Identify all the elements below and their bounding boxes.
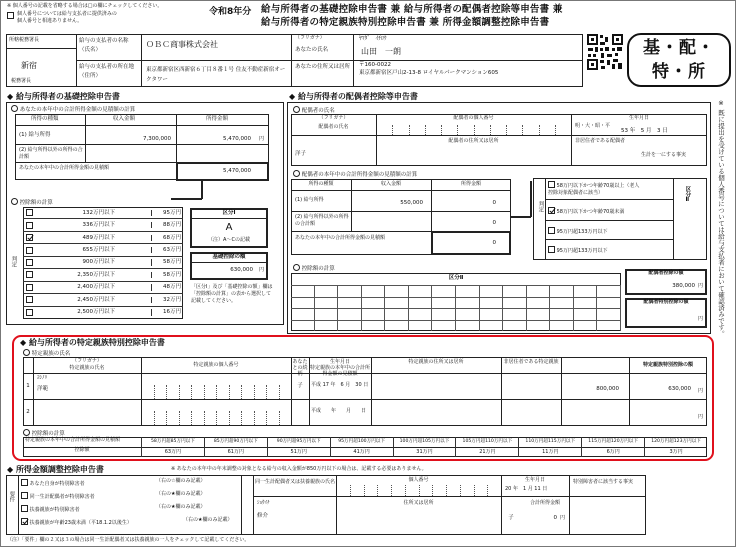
basic-row1-amount[interactable]: 5,470,000 <box>223 136 251 142</box>
adjust-special-label: 特別障害者に該当する事実 <box>573 479 634 485</box>
spouse-grid-cell <box>338 297 362 309</box>
basic-deduction-label: 基礎控除の額 <box>212 254 246 260</box>
spouse-judge-label: 判定 <box>537 201 544 212</box>
basic-range-checkbox[interactable] <box>26 247 33 254</box>
special-calc-range: 95万円超100万円以下 <box>330 437 393 447</box>
adjust-check4[interactable]: 扶養親族が年齢23歳未満（平18.1.2以後生） <box>21 518 132 527</box>
basic-range-text: 336万円以下 <box>82 222 115 229</box>
yen-unit-2: 円 <box>259 267 265 273</box>
special-row2-birth[interactable]: 平成 年 月 日 <box>311 408 367 414</box>
spouse-grid-cell <box>385 297 409 309</box>
special-section-header: ◆ 給与所得者の特定親族特別控除申告書 <box>20 338 165 347</box>
number-digit-box[interactable] <box>279 411 292 425</box>
special-calc-amount: 61万円 <box>204 447 267 457</box>
special-calc-range: 90万円超95万円以下 <box>267 437 330 447</box>
number-digit-box[interactable] <box>446 485 460 496</box>
spouse-grid-cell <box>385 285 409 297</box>
basic-row1-income[interactable]: 7,300,000 <box>143 136 171 142</box>
kubun1-value[interactable]: A <box>225 222 233 233</box>
spouse-grid-cell <box>432 320 456 332</box>
basic-note: 「区分Ⅰ」及び「基礎控除の額」欄は「控除額の計算」の表から選択して記載してください。 <box>191 284 273 304</box>
kubun1-note: （注）A～Cの記載 <box>208 237 250 243</box>
adjust-opt2: （右の★欄のみ記載） <box>156 491 206 497</box>
spouse-section-header: ◆ 給与所得者の配偶者控除等申告書 <box>289 92 418 101</box>
adjust-number-label: 個人番号 <box>408 477 429 483</box>
basic-range-checkbox[interactable] <box>26 271 33 278</box>
spouse-deduction-cells <box>291 285 621 331</box>
basic-range-text: 655万円以下 <box>82 247 115 254</box>
number-digit-box[interactable] <box>539 125 555 135</box>
number-digit-box[interactable] <box>432 485 446 496</box>
spouse-row1-income[interactable]: 550,000 <box>400 200 423 206</box>
basic-judge-label: 判定 <box>10 256 17 267</box>
number-digit-box[interactable] <box>266 411 279 425</box>
spouse-grid-cell <box>362 297 386 309</box>
special-row2-no: 2 <box>26 409 30 415</box>
spouse-grid-cell <box>480 297 504 309</box>
spouse-grid-cell <box>432 285 456 297</box>
basic-range-checkbox[interactable] <box>26 222 33 229</box>
number-digit-box[interactable] <box>555 125 571 135</box>
top-note-line3: 個人番号と相違ありません。 <box>17 18 83 24</box>
number-digit-box[interactable] <box>241 385 254 399</box>
spouse-grid-cell <box>315 297 339 309</box>
special-row1-birth[interactable]: 平成 17 年 6 月 30 日 <box>311 382 369 388</box>
spouse-grid-cell <box>550 285 574 297</box>
spouse-grid-cell <box>362 320 386 332</box>
form-type-badge-text: 基・配・特・所 <box>643 38 715 82</box>
basic-range-row[interactable] <box>23 257 183 269</box>
adjust-section-title: 所得金額調整控除申告書 <box>15 465 104 474</box>
adjust-section-header: ◆ 所得金額調整控除申告書 <box>7 465 104 474</box>
spouse-grid-cell <box>597 297 621 309</box>
yen-unit-5: 円 <box>698 388 704 394</box>
special-calc-range: 58万円超85万円以下 <box>141 437 204 447</box>
kubun2-side: 区分Ⅱ <box>684 186 691 203</box>
special-furigana-label: （フリガナ） <box>72 358 102 364</box>
special-calc-amount: 21万円 <box>455 447 518 457</box>
special-birth-estimate-label: 生年月日 特定親族の本年中の合計所得金額の見積額 <box>309 359 370 377</box>
spouse-grid-cell <box>362 285 386 297</box>
special-calc-amount: 31万円 <box>393 447 456 457</box>
kubun1-label: 区分Ⅰ <box>222 210 236 216</box>
spouse-row1-amount[interactable]: 0 <box>492 200 496 206</box>
spouse-grid-cell <box>291 308 315 320</box>
special-calc-amount: 3万円 <box>644 447 707 457</box>
spouse-grid-cell <box>503 320 527 332</box>
adjust-income-label: 合計所得金額 <box>529 500 560 506</box>
qr-code <box>586 33 624 71</box>
spouse-grid-cell <box>409 308 433 320</box>
spouse-address-label: 配偶者の住所又は居所 <box>448 138 499 144</box>
spouse-era-options[interactable]: 明・大・昭・平 <box>575 123 611 129</box>
adjust-opt3: （右の★欄のみ記載） <box>156 504 206 510</box>
basic-range-amount: 88万円 <box>151 222 181 228</box>
adjust-check2[interactable]: 同一生計配偶者が特別障害者 <box>21 492 95 501</box>
basic-range-amount: 32万円 <box>151 297 181 303</box>
spouse-name-label: 配偶者の氏名 <box>318 124 349 130</box>
tax-office-name[interactable]: 新宿 <box>21 61 37 70</box>
basic-row2-label: (2) 給与所得以外の所得の合計額 <box>19 147 83 160</box>
special-calc-range: 110万円超115万円以下 <box>518 437 581 447</box>
spouse-grid-cell <box>291 320 315 332</box>
special-row1-estimate[interactable]: 800,000 <box>596 386 619 392</box>
basic-range-row[interactable] <box>23 282 183 294</box>
employer-name[interactable]: ＯＢＣ商事株式会社 <box>146 40 218 49</box>
office-label: 所轄税務署長 <box>9 37 40 43</box>
basic-range-amount: 58万円 <box>151 259 181 265</box>
number-digit-box[interactable] <box>141 411 154 425</box>
basic-range-row[interactable] <box>23 207 183 219</box>
spouse-grid-cell <box>597 285 621 297</box>
employer-address[interactable]: 東京都新宿区西新宿６丁目８番１号 住友不動産新宿オークタワー <box>146 67 286 83</box>
basic-estimate-header: あなたの本年中の合計所得金額の見積額の計算 <box>11 105 135 113</box>
special-row1-number-boxes[interactable] <box>141 385 291 399</box>
spouse-grid-cell <box>527 285 551 297</box>
spouse-section-title: 給与所得者の配偶者控除等申告書 <box>297 92 418 101</box>
kubun2-title: 区分Ⅱ <box>448 275 464 281</box>
special-calc-range: 85万円超90万円以下 <box>204 437 267 447</box>
spouse-grid-cell <box>550 320 574 332</box>
spouse-grid-cell <box>409 320 433 332</box>
spouse-furigana-label: （フリガナ） <box>318 115 349 121</box>
special-number-label: 特定親族の個人番号 <box>193 362 239 368</box>
number-digit-box[interactable] <box>204 411 217 425</box>
spouse-grid-cell <box>315 285 339 297</box>
special-row1-rel[interactable]: 子 <box>297 383 303 389</box>
basic-range-text: 132万円以下 <box>82 209 115 216</box>
special-row1-name[interactable]: 洋範 <box>37 386 49 392</box>
adjust-person-name[interactable]: 修介 <box>257 513 269 519</box>
yen-unit-7: 円 <box>560 515 566 521</box>
special-calc-range: 115万円超120万円以下 <box>581 437 644 447</box>
spouse-nonres-option[interactable]: 生計を一にする事実 <box>641 152 687 158</box>
spouse-deduction-header: 控除額の計算 <box>293 264 335 272</box>
special-calc-amount: 63万円 <box>141 447 204 457</box>
spouse-check4-label[interactable]: 95万円超133万円以下 <box>548 246 658 255</box>
adjust-birth[interactable]: 20 年 1 月 11 日 <box>505 486 548 492</box>
number-digit-box[interactable] <box>154 411 167 425</box>
basic-section-header: ◆ 給与所得者の基礎控除申告書 <box>7 92 120 101</box>
yen-unit-4: 円 <box>698 316 704 322</box>
haigu-deduction-value[interactable]: 380,000 <box>672 283 695 289</box>
yen-unit-3: 円 <box>698 283 704 289</box>
number-digit-box[interactable] <box>204 385 217 399</box>
spouse-grid-cell <box>550 308 574 320</box>
spouse-grid-cell <box>291 285 315 297</box>
spouse-grid-cell <box>338 320 362 332</box>
spouse-estimate-header: 配偶者の本年中の合計所得金額の見積額の計算 <box>293 170 417 178</box>
spouse-grid-cell <box>527 320 551 332</box>
special-calc-header: 控除額の計算 <box>23 429 65 437</box>
basic-range-row[interactable] <box>23 307 183 319</box>
spouse-grid-cell <box>503 285 527 297</box>
spouse-grid-cell <box>574 308 598 320</box>
employee-name[interactable]: 山田 一朗 <box>361 47 401 56</box>
basic-range-row[interactable] <box>23 294 183 306</box>
number-digit-box[interactable] <box>487 485 501 496</box>
basic-range-checkbox[interactable] <box>26 309 33 316</box>
number-digit-box[interactable] <box>166 411 179 425</box>
form-title-line2: 給与所得者の特定親族特別控除申告書 兼 所得金額調整控除申告書 <box>261 17 550 28</box>
number-digit-box[interactable] <box>391 485 405 496</box>
special-section-title: 給与所得者の特定親族特別控除申告書 <box>28 338 165 347</box>
spouse-grid-cell <box>527 297 551 309</box>
spouse-grid-cell <box>597 320 621 332</box>
spouse-grid-cell <box>385 320 409 332</box>
special-address-label: 特定親族の住所又は居所 <box>408 359 464 365</box>
special-calc-amount: 6万円 <box>581 447 644 457</box>
basic-range-checkbox[interactable] <box>26 259 33 266</box>
spouse-col-type: 所得の種類 <box>308 181 334 187</box>
spouse-grid-cell <box>503 308 527 320</box>
spouse-grid-cell <box>338 308 362 320</box>
number-digit-box[interactable] <box>166 385 179 399</box>
special-row1-deduction[interactable]: 630,000 <box>668 386 691 392</box>
number-digit-box[interactable] <box>522 125 538 135</box>
number-digit-box[interactable] <box>419 485 433 496</box>
right-margin-note: ※ 既に提出を受けている個人番号については給与支払者において確認済みです。 <box>717 99 725 337</box>
employee-address[interactable]: 東京都新宿区戸山2-13-8 ロイヤルパークマンション605 <box>359 70 499 76</box>
spouse-grid-cell <box>527 308 551 320</box>
special-name-label: 特定親族の氏名 <box>69 365 105 371</box>
spouse-col-income: 収入金額 <box>380 181 401 187</box>
spouse-grid-cell <box>456 297 480 309</box>
number-digit-box[interactable] <box>441 125 457 135</box>
spouse-number-boxes[interactable] <box>376 125 571 135</box>
basic-range-text: 2,450万円以下 <box>77 296 115 303</box>
number-digit-box[interactable] <box>350 485 364 496</box>
number-digit-box[interactable] <box>254 411 267 425</box>
basic-range-text: 900万円以下 <box>82 259 115 266</box>
spouse-check3-label[interactable]: 95万円超133万円以下 <box>548 227 658 236</box>
spouse-total-label: あなたの本年中の合計所得金額の見積額 <box>295 235 386 241</box>
yen-unit-6: 円 <box>698 414 704 420</box>
spouse-grid-cell <box>574 297 598 309</box>
special-calc-cells <box>141 437 707 457</box>
form-era: 令和8年分 <box>209 7 252 17</box>
number-digit-box[interactable] <box>364 485 378 496</box>
employee-address-label: あなたの住所又は居所 <box>295 64 351 70</box>
spouse-grid-cell <box>432 297 456 309</box>
adjust-opt4: （右の★欄のみ記載） <box>183 517 233 523</box>
basic-deduction-value[interactable]: 630,000 <box>230 267 253 273</box>
special-calc-range: 105万円超110万円以下 <box>455 437 518 447</box>
spouse-grid-cell <box>480 320 504 332</box>
adjust-person-furigana[interactable]: ｼｮｳｲﾁ <box>257 500 270 506</box>
spouse-grid-cell <box>456 320 480 332</box>
col-income-type: 所得の種類 <box>31 116 59 122</box>
basic-deduction-header: 控除額の計算 <box>11 198 53 206</box>
number-digit-box[interactable] <box>229 385 242 399</box>
spouse-name[interactable]: 洋子 <box>295 151 307 157</box>
number-digit-box[interactable] <box>377 485 391 496</box>
basic-range-amount: 63万円 <box>151 247 181 253</box>
spouse-row2-label: (2) 給与所得以外の所得の合計額 <box>295 214 349 227</box>
number-digit-box[interactable] <box>229 411 242 425</box>
basic-range-row[interactable] <box>23 269 183 281</box>
basic-range-row[interactable] <box>23 219 183 231</box>
adjust-income[interactable]: 0 <box>553 515 557 521</box>
adjust-bottom-note: （注）「要件」欄の２又は３の場合は同一生計配偶者又は扶養親族の一人をチェックして記載してください。 <box>7 537 250 543</box>
basic-section-title: 給与所得者の基礎控除申告書 <box>15 92 120 101</box>
spouse-grid-cell <box>385 308 409 320</box>
basic-range-amount: 68万円 <box>151 235 181 241</box>
spouse-nonres-label: 非居住者である配偶者 <box>575 138 626 144</box>
adjust-check3[interactable]: 扶養親族が特別障害者 <box>21 505 80 514</box>
number-digit-box[interactable] <box>405 485 419 496</box>
number-digit-box[interactable] <box>506 125 522 135</box>
spouse-col-amount: 所得金額 <box>460 181 481 187</box>
top-note-line2: 個人番号については給与支払者に提供済みの <box>17 11 117 17</box>
form-title-line1: 給与所得者の基礎控除申告書 兼 給与所得者の配偶者控除等申告書 兼 <box>261 4 563 15</box>
basic-range-checkbox[interactable] <box>26 296 33 303</box>
spouse-total[interactable]: 0 <box>492 240 496 246</box>
special-deduction-label: 特定親族特別控除の額 <box>642 362 693 368</box>
spouse-birth[interactable]: 53 年 5 月 3 日 <box>621 128 668 134</box>
basic-range-text: 2,400万円以下 <box>77 284 115 291</box>
basic-range-rows <box>23 207 183 319</box>
yen-unit: 円 <box>259 136 265 142</box>
spouse-grid-cell <box>456 308 480 320</box>
special-calc-amount: 41万円 <box>330 447 393 457</box>
basic-total-label: あなたの本年中の合計所得金額の見積額 <box>19 165 110 171</box>
special-rel-label: あなたとの続柄 <box>292 359 308 377</box>
special-row1-no: 1 <box>26 383 30 389</box>
spouse-grid-cell <box>291 297 315 309</box>
number-digit-box[interactable] <box>216 411 229 425</box>
basic-range-row[interactable] <box>23 244 183 256</box>
adjust-birth-label: 生年月日 <box>524 477 545 483</box>
top-note-line1: ※ 個人番号の記載を省略する場合は□の欄にチェックしてください。 <box>7 3 163 9</box>
number-digit-box[interactable] <box>191 385 204 399</box>
spouse-grid-cell <box>550 297 574 309</box>
special-calc-row-label: 特定親族の本年中の合計所得金額の見積額 <box>25 437 121 443</box>
spouse-grid-cell <box>574 285 598 297</box>
spouse-row1-label: (1) 給与所得 <box>295 197 324 203</box>
number-digit-box[interactable] <box>266 385 279 399</box>
special-calc-amount-label: 控除額 <box>74 447 90 453</box>
basic-range-checkbox[interactable] <box>26 209 33 216</box>
special-calc-amount: 11万円 <box>518 447 581 457</box>
spouse-check1-label[interactable]: 58万円以下かつ年齢70歳以上（老人控除対象配偶者に該当） <box>548 183 640 196</box>
number-digit-box[interactable] <box>474 485 488 496</box>
special-row1-furigana[interactable]: ﾖｼﾉﾘ <box>37 375 48 381</box>
number-digit-box[interactable] <box>191 411 204 425</box>
office-suffix: 税務署長 <box>11 78 32 84</box>
adjust-rel[interactable]: 子 <box>508 515 514 521</box>
basic-range-amount: 95万円 <box>151 210 181 216</box>
number-digit-box[interactable] <box>474 125 490 135</box>
spouse-grid-cell <box>456 285 480 297</box>
spouse-birth-label: 生年月日 <box>628 115 649 121</box>
special-calc-range: 100万円超105万円以下 <box>393 437 456 447</box>
spouse-grid-cell <box>315 308 339 320</box>
employer-address-label: 給与の支払者の所在地（住所） <box>79 64 135 79</box>
number-digit-box[interactable] <box>154 385 167 399</box>
spouse-row2-amount[interactable]: 0 <box>492 220 496 226</box>
spouse-grid-cell <box>338 285 362 297</box>
basic-range-checkbox[interactable] <box>26 284 33 291</box>
employer-name-label: 給与の支払者の名称（氏名） <box>79 38 129 53</box>
special-calc-range: 120万円超123万円以下 <box>644 437 707 447</box>
basic-range-checkbox[interactable] <box>26 234 33 241</box>
haigu-deduction-label: 配偶者控除の額 <box>648 270 684 276</box>
spouse-grid-cell <box>362 308 386 320</box>
number-digit-box[interactable] <box>376 125 392 135</box>
number-digit-box[interactable] <box>392 125 408 135</box>
number-digit-box[interactable] <box>460 485 474 496</box>
adjust-note: ※ あなたの本年中の年末調整の対象となる給与の収入金額が850万円以下の場合は、記載する必要はありません。 <box>171 466 427 472</box>
spouse-grid-cell <box>503 297 527 309</box>
special-name-header: 特定親族の氏名 <box>23 349 70 357</box>
tokubetsu-deduction-label: 配偶者特別控除の額 <box>643 299 689 305</box>
spouse-grid-cell <box>409 285 433 297</box>
basic-range-amount: 16万円 <box>151 309 181 315</box>
number-digit-box[interactable] <box>409 125 425 135</box>
spouse-grid-cell <box>409 297 433 309</box>
basic-total[interactable]: 5,470,000 <box>223 168 251 174</box>
number-digit-box[interactable] <box>141 385 154 399</box>
basic-range-amount: 58万円 <box>151 272 181 278</box>
spouse-grid-cell <box>574 320 598 332</box>
adjust-address-label: 住所又は居所 <box>403 500 434 506</box>
employee-name-label: あなたの氏名 <box>295 47 329 53</box>
spouse-grid-cell <box>597 308 621 320</box>
special-calc-amount: 51万円 <box>267 447 330 457</box>
spouse-name-header: 配偶者の氏名 <box>293 106 335 114</box>
basic-range-amount: 48万円 <box>151 284 181 290</box>
basic-range-text: 489万円以下 <box>82 234 115 241</box>
employee-postal[interactable]: 〒160-0022 <box>359 62 391 68</box>
number-digit-box[interactable] <box>254 385 267 399</box>
basic-range-text: 2,500万円以下 <box>77 309 115 316</box>
spouse-grid-cell <box>432 308 456 320</box>
employee-furigana[interactable]: ﾔﾏﾀﾞ ｲﾁﾛｳ <box>359 36 387 42</box>
number-digit-box[interactable] <box>490 125 506 135</box>
adjust-number-boxes[interactable] <box>336 485 501 496</box>
adjust-person-label: 同一生計配偶者又は扶養親族の氏名 <box>255 479 336 485</box>
omit-number-checkbox[interactable] <box>7 12 14 20</box>
number-digit-box[interactable] <box>179 411 192 425</box>
basic-range-text: 2,350万円以下 <box>77 271 115 278</box>
number-digit-box[interactable] <box>179 385 192 399</box>
spouse-check2-label[interactable]: 58万円以下かつ年齢70歳未満 <box>548 207 658 216</box>
spouse-grid-cell <box>315 320 339 332</box>
number-digit-box[interactable] <box>336 485 350 496</box>
number-digit-box[interactable] <box>457 125 473 135</box>
special-row2-number-boxes[interactable] <box>141 411 291 425</box>
basic-row1-label: (1) 給与所得 <box>19 132 51 138</box>
number-digit-box[interactable] <box>216 385 229 399</box>
basic-range-row[interactable] <box>23 232 183 244</box>
number-digit-box[interactable] <box>279 385 292 399</box>
spouse-grid-cell <box>480 285 504 297</box>
number-digit-box[interactable] <box>241 411 254 425</box>
special-nonres-label: 非居住者である特定親族 <box>503 359 559 365</box>
employee-furigana-label: （フリガナ） <box>295 35 325 41</box>
number-digit-box[interactable] <box>425 125 441 135</box>
adjust-requirement-label: 要件 <box>8 491 15 502</box>
spouse-grid-cell <box>480 308 504 320</box>
col-income-amount: 収入金額 <box>113 116 136 122</box>
form-type-badge <box>627 33 731 87</box>
adjust-opt1: （右の☆欄のみ記載） <box>156 478 206 484</box>
adjust-check1[interactable]: あなた自身が特別障害者 <box>21 479 85 488</box>
spouse-number-label: 配偶者の個人番号 <box>453 115 494 121</box>
col-income-net: 所得金額 <box>206 116 229 122</box>
